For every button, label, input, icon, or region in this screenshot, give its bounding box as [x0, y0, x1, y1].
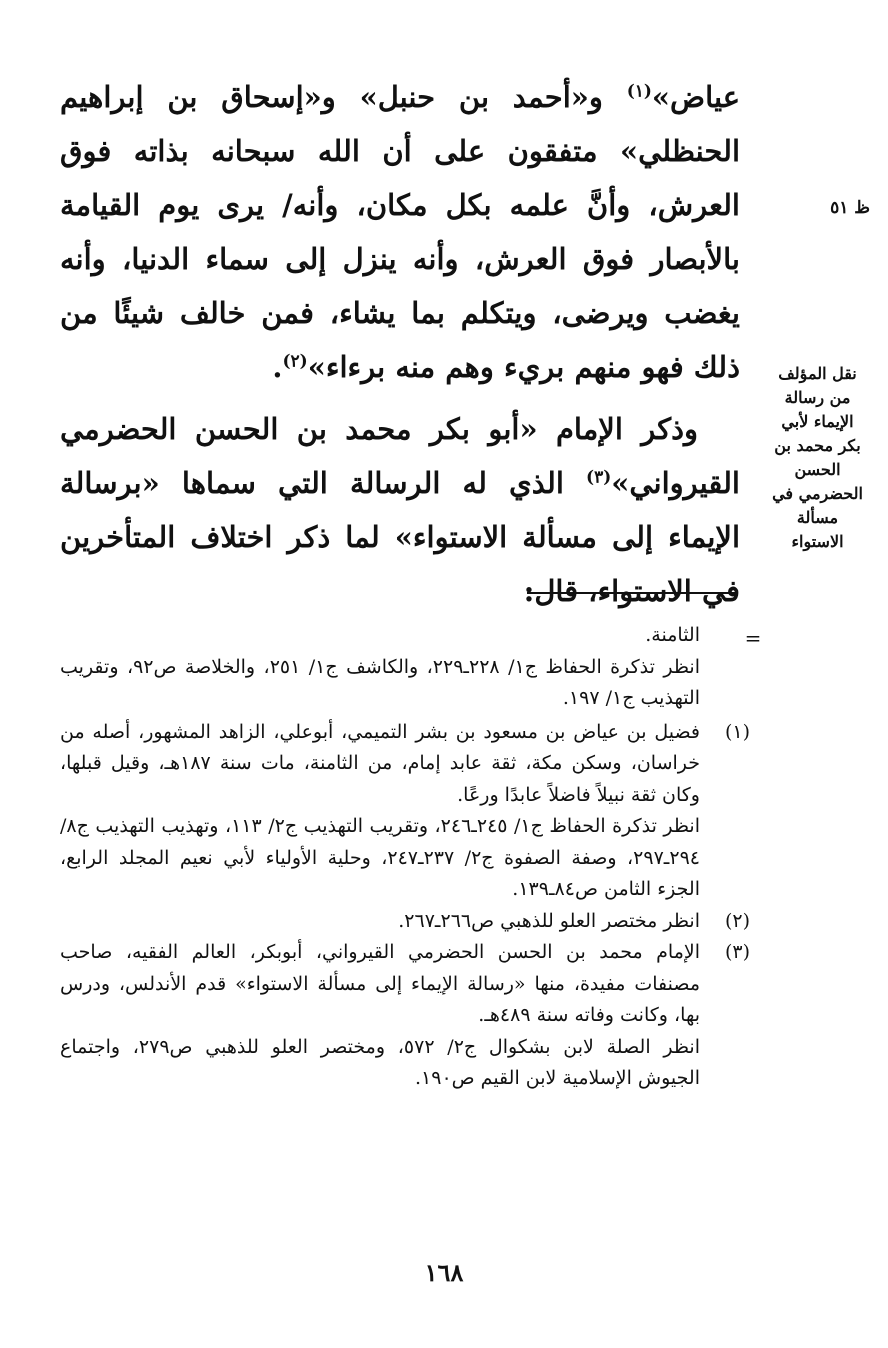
footnote-continuation-mark: = [744, 626, 762, 650]
footnote-3 [60, 937, 750, 1095]
footnote-number: (٣) [724, 941, 750, 963]
margin-note-line: الاستواء [791, 532, 844, 551]
paragraph-1 [60, 70, 740, 394]
footnotes [60, 620, 750, 1095]
footnote-continued [60, 620, 750, 715]
margin-note-line: بكر محمد بن [774, 436, 861, 455]
footnote-ref-1[interactable]: (١) [626, 81, 652, 102]
margin-note-line: الإيماء لأبي [781, 412, 854, 431]
footnote-divider [527, 592, 737, 594]
text-run: و«أحمد بن حنبل» و«إسحاق بن إبراهيم الحنظلي» متفقون على أن الله سبحانه بذاته فوق العرش، وأنَّ علمه بكل مكان، وأنه/ يرى يوم القيامة بالأبصار فوق العرش، وأنه ينزل إلى سماء الدنيا، وأنه يغضب ويرضى، ويتكلم بما يشاء، فمن خالف شيئًا من ذلك فهو منهم بريء وهم منه برءاء» [60, 80, 740, 384]
page-number: ١٦٨ [424, 1258, 464, 1287]
paragraph-2 [60, 402, 740, 618]
margin-note-line: نقل المؤلف [778, 364, 857, 383]
margin-note-line: الحسن [794, 460, 841, 479]
footnote-text: انظر تذكرة الحفاظ ج١/ ٢٢٨ـ٢٢٩، والكاشف ج١/ ٢٥١، والخلاصة ص٩٢، وتقريب التهذيب ج١/ ١٩٧. [60, 655, 700, 709]
footnote-text: فضيل بن عياض بن مسعود بن بشر التميمي، أبوعلي، الزاهد المشهور، أصله من خراسان، وسكن مكة، ثقة عابد إمام، من الثامنة، مات سنة ١٨٧هـ، وقيل قبلها، وكان ثقة نبيلاً فاضلاً عابدًا ورعًا. [60, 720, 700, 806]
footnote-text: الثامنة. [645, 624, 700, 646]
text-run: عياض» [651, 80, 740, 114]
footnote-ref-3[interactable]: (٣) [586, 467, 612, 488]
footnote-ref-2[interactable]: (٢) [282, 351, 308, 372]
text-run: . [272, 350, 283, 384]
margin-note [765, 362, 870, 554]
footnote-text: انظر الصلة لابن بشكوال ج٢/ ٥٧٢، ومختصر العلو للذهبي ص٢٧٩، واجتماع الجيوش الإسلامية لابن القيم ص١٩٠. [60, 1035, 701, 1089]
footnote-2 [60, 906, 750, 938]
footnote-text: انظر تذكرة الحفاظ ج١/ ٢٤٥ـ٢٤٦، وتقريب التهذيب ج٢/ ١١٣، وتهذيب التهذيب ج٨/ ٢٩٤ـ٢٩٧، وصفة الصفوة ج٢/ ٢٣٧ـ٢٤٧، وحلية الأولياء لأبي نعيم المجلد الرابع، الجزء الثامن ص٨٤ـ١٣٩. [60, 815, 700, 900]
footnote-text: انظر مختصر العلو للذهبي ص٢٦٦ـ٢٦٧. [398, 909, 700, 932]
footnote-number: (١) [724, 720, 750, 743]
footnote-number: (٢) [724, 909, 750, 932]
margin-note-line: من رسالة [784, 388, 851, 407]
main-text [60, 70, 740, 618]
manuscript-folio-ref: ظ ٥١ [830, 198, 870, 218]
text-run: وذكر الإمام «أبو بكر محمد بن الحسن الحضرمي القيرواني» [60, 412, 740, 500]
footnote-number [700, 620, 750, 715]
margin-note-line: الحضرمي في [772, 484, 863, 503]
text-run: الذي له الرسالة التي سماها «برسالة الإيماء إلى مسألة الاستواء» لما ذكر اختلاف المتأخرين في الاستواء، قال: [60, 466, 740, 608]
margin-note-line: مسألة [796, 508, 839, 527]
footnote-text: الإمام محمد بن الحسن الحضرمي القيرواني، أبوبكر، العالم الفقيه، صاحب مصنفات مفيدة، منها «رسالة الإيماء إلى مسألة الاستواء» قدم الأندلس، ودرس بها، وكانت وفاته سنة ٤٨٩هـ. [60, 941, 700, 1026]
footnote-1 [60, 717, 750, 906]
